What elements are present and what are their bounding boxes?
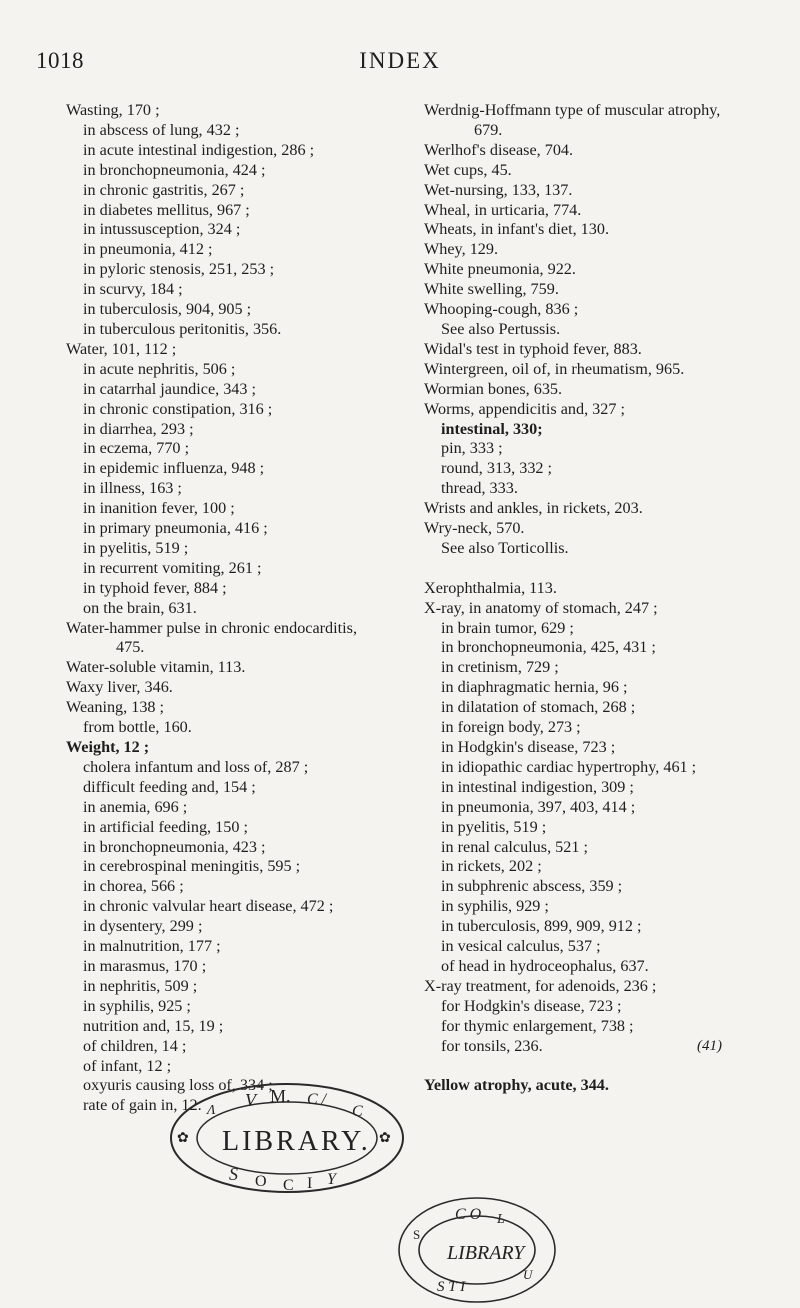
svg-text:I: I	[307, 1175, 313, 1192]
index-subentry-in-foreign-body-273: in foreign body, 273 ;	[441, 718, 581, 737]
page-number: 1018	[36, 48, 84, 73]
index-subentry-in-artificial-feeding-150: in artificial feeding, 150 ;	[83, 817, 248, 836]
svg-text:C O: C O	[455, 1206, 482, 1223]
index-subentry-of-children-14: of children, 14 ;	[83, 1036, 187, 1055]
index-subentry-from-bottle-160: from bottle, 160.	[83, 718, 192, 737]
index-heading-wrists-and-ankles-in-rickets-203: Wrists and ankles, in rickets, 203.	[424, 499, 643, 518]
svg-text:LIBRARY: LIBRARY	[447, 1242, 525, 1264]
index-subentry-in-cerebrospinal-meningitis-595: in cerebrospinal meningitis, 595 ;	[83, 857, 301, 876]
index-continuation-475: 475.	[116, 638, 145, 657]
index-subentry-in-eczema-770: in eczema, 770 ;	[83, 439, 190, 458]
index-subentry-of-head-in-hydroceophalus-637: of head in hydroceophalus, 637.	[441, 956, 649, 975]
index-subentry-on-the-brain-631: on the brain, 631.	[83, 598, 197, 617]
index-subentry-in-tuberculous-peritonitis-356: in tuberculous peritonitis, 356.	[83, 319, 282, 338]
index-heading-x-ray-in-anatomy-of-stomach-247: X-ray, in anatomy of stomach, 247 ;	[424, 598, 658, 617]
svg-text:C: C	[283, 1177, 294, 1194]
index-heading-whey-129: Whey, 129.	[424, 240, 499, 259]
index-heading-yellow-atrophy-acute-344: Yellow atrophy, acute, 344.	[424, 1076, 609, 1095]
svg-text:Λ: Λ	[207, 1103, 216, 1118]
index-subentry-in-abscess-of-lung-432: in abscess of lung, 432 ;	[83, 120, 240, 139]
index-heading-wintergreen-oil-of-in-rheumatism-965: Wintergreen, oil of, in rheumatism, 965.	[424, 359, 685, 378]
index-heading-water-hammer-pulse-in-chronic-endocardit: Water-hammer pulse in chronic endocarditis,	[66, 618, 357, 637]
index-subentry-in-primary-pneumonia-416: in primary pneumonia, 416 ;	[83, 519, 268, 538]
index-heading-werlhof-s-disease-704: Werlhof's disease, 704.	[424, 140, 574, 159]
svg-text:S T I: S T I	[437, 1279, 466, 1295]
index-column-left	[66, 101, 416, 1116]
index-heading-weaning-138: Weaning, 138 ;	[66, 698, 165, 717]
signature-mark: (41)	[697, 1038, 722, 1054]
index-subentry-in-pyelitis-519: in pyelitis, 519 ;	[441, 817, 547, 836]
index-heading-waxy-liver-346: Waxy liver, 346.	[66, 678, 173, 697]
svg-text:O: O	[255, 1173, 267, 1190]
index-subentry-in-illness-163: in illness, 163 ;	[83, 479, 182, 498]
index-subentry-in-typhoid-fever-884: in typhoid fever, 884 ;	[83, 578, 227, 597]
index-heading-werdnig-hoffmann-type-of-muscular-atroph: Werdnig-Hoffmann type of muscular atrophy,	[424, 101, 721, 119]
index-subentry-in-catarrhal-jaundice-343: in catarrhal jaundice, 343 ;	[83, 379, 257, 398]
index-subentry-in-cretinism-729: in cretinism, 729 ;	[441, 658, 559, 677]
index-subentry-in-dilatation-of-stomach-268: in dilatation of stomach, 268 ;	[441, 698, 636, 717]
index-subentry-in-syphilis-925: in syphilis, 925 ;	[83, 996, 191, 1015]
svg-text:L: L	[497, 1212, 505, 1227]
index-subentry-in-rickets-202: in rickets, 202 ;	[441, 857, 542, 876]
index-subentry-rate-of-gain-in-12: rate of gain in, 12.	[83, 1096, 202, 1115]
index-subentry-in-chorea-566: in chorea, 566 ;	[83, 877, 184, 896]
index-subentry-in-intestinal-indigestion-309: in intestinal indigestion, 309 ;	[441, 777, 634, 796]
index-subentry-in-pyloric-stenosis-251-253: in pyloric stenosis, 251, 253 ;	[83, 260, 275, 279]
running-head: INDEX	[359, 48, 441, 73]
index-heading-water-101-112: Water, 101, 112 ;	[66, 339, 177, 358]
index-subentry-in-chronic-constipation-316: in chronic constipation, 316 ;	[83, 399, 273, 418]
index-subentry-in-vesical-calculus-537: in vesical calculus, 537 ;	[441, 937, 601, 956]
index-subentry-in-intussusception-324: in intussusception, 324 ;	[83, 220, 241, 239]
index-heading-wasting-170: Wasting, 170 ;	[66, 101, 160, 119]
index-subentry-in-subphrenic-abscess-359: in subphrenic abscess, 359 ;	[441, 877, 623, 896]
index-subentry-in-diarrhea-293: in diarrhea, 293 ;	[83, 419, 194, 438]
index-subentry-see-also-torticollis: See also Torticollis.	[441, 538, 569, 557]
index-subentry-in-syphilis-929: in syphilis, 929 ;	[441, 897, 549, 916]
index-heading-wry-neck-570: Wry-neck, 570.	[424, 519, 525, 538]
index-heading-wet-nursing-133-137: Wet-nursing, 133, 137.	[424, 180, 573, 199]
index-heading-widal-s-test-in-typhoid-fever-883: Widal's test in typhoid fever, 883.	[424, 339, 642, 358]
index-heading-whooping-cough-836: Whooping-cough, 836 ;	[424, 300, 579, 319]
svg-text:S: S	[413, 1227, 421, 1242]
index-subentry-pin-333: pin, 333 ;	[441, 439, 503, 458]
index-subentry-in-acute-intestinal-indigestion-286: in acute intestinal indigestion, 286 ;	[83, 140, 315, 159]
index-column-right	[424, 101, 786, 1096]
index-subentry-in-bronchopneumonia-423: in bronchopneumonia, 423 ;	[83, 837, 266, 856]
index-subentry-for-tonsils-236: for tonsils, 236.	[441, 1036, 543, 1055]
svg-text:V: V	[245, 1090, 256, 1110]
index-subentry-round-313-332: round, 313, 332 ;	[441, 459, 553, 478]
index-subentry-in-bronchopneumonia-425-431: in bronchopneumonia, 425, 431 ;	[441, 638, 656, 657]
index-subentry-of-infant-12: of infant, 12 ;	[83, 1056, 172, 1075]
index-heading-x-ray-treatment-for-adenoids-236: X-ray treatment, for adenoids, 236 ;	[424, 976, 657, 995]
svg-text:✿: ✿	[379, 1131, 391, 1146]
index-subentry-in-pneumonia-412: in pneumonia, 412 ;	[83, 240, 213, 259]
svg-text:LIBRARY.: LIBRARY.	[222, 1126, 371, 1157]
svg-text:✿: ✿	[177, 1131, 189, 1146]
index-subentry-in-anemia-696: in anemia, 696 ;	[83, 797, 188, 816]
library-stamp-icon-2	[395, 1195, 560, 1305]
index-subentry-thread-333: thread, 333.	[441, 479, 518, 498]
svg-text:C /: C /	[307, 1091, 327, 1108]
index-subentry-in-diaphragmatic-hernia-96: in diaphragmatic hernia, 96 ;	[441, 678, 628, 697]
index-subentry-in-inanition-fever-100: in inanition fever, 100 ;	[83, 499, 235, 518]
index-subentry-in-tuberculosis-904-905: in tuberculosis, 904, 905 ;	[83, 300, 252, 319]
index-heading-white-swelling-759: White swelling, 759.	[424, 280, 559, 299]
svg-text:M.: M.	[270, 1086, 291, 1106]
index-subentry-in-renal-calculus-521: in renal calculus, 521 ;	[441, 837, 588, 856]
index-heading-wheats-in-infant-s-diet-130: Wheats, in infant's diet, 130.	[424, 220, 609, 239]
index-subentry-in-bronchopneumonia-424: in bronchopneumonia, 424 ;	[83, 160, 266, 179]
index-heading-wheal-in-urticaria-774: Wheal, in urticaria, 774.	[424, 200, 582, 219]
index-subentry-in-acute-nephritis-506: in acute nephritis, 506 ;	[83, 359, 236, 378]
index-subentry-difficult-feeding-and-154: difficult feeding and, 154 ;	[83, 777, 256, 796]
index-subentry-in-pneumonia-397-403-414: in pneumonia, 397, 403, 414 ;	[441, 797, 636, 816]
index-heading-wormian-bones-635: Wormian bones, 635.	[424, 379, 563, 398]
index-subentry-in-brain-tumor-629: in brain tumor, 629 ;	[441, 618, 574, 637]
svg-text:C: C	[352, 1103, 363, 1120]
index-heading-worms-appendicitis-and-327: Worms, appendicitis and, 327 ;	[424, 399, 626, 418]
index-continuation-679: 679.	[474, 120, 503, 139]
index-heading-white-pneumonia-922: White pneumonia, 922.	[424, 260, 576, 279]
index-heading-xerophthalmia-113: Xerophthalmia, 113.	[424, 578, 557, 597]
index-subentry-intestinal-330: intestinal, 330;	[441, 419, 543, 438]
index-subentry-for-hodgkin-s-disease-723: for Hodgkin's disease, 723 ;	[441, 996, 622, 1015]
index-heading-water-soluble-vitamin-113: Water-soluble vitamin, 113.	[66, 658, 246, 677]
index-subentry-in-recurrent-vomiting-261: in recurrent vomiting, 261 ;	[83, 558, 262, 577]
index-subentry-cholera-infantum-and-loss-of-287: cholera infantum and loss of, 287 ;	[83, 757, 309, 776]
index-subentry-in-nephritis-509: in nephritis, 509 ;	[83, 976, 198, 995]
index-subentry-in-pyelitis-519: in pyelitis, 519 ;	[83, 538, 189, 557]
index-subentry-in-tuberculosis-899-909-912: in tuberculosis, 899, 909, 912 ;	[441, 917, 642, 936]
index-subentry-in-idiopathic-cardiac-hypertrophy-461: in idiopathic cardiac hypertrophy, 461 ;	[441, 757, 697, 776]
index-subentry-in-hodgkin-s-disease-723: in Hodgkin's disease, 723 ;	[441, 737, 616, 756]
svg-text:U: U	[523, 1267, 533, 1282]
index-subentry-oxyuris-causing-loss-of-334: oxyuris causing loss of, 334 ;	[83, 1076, 273, 1095]
index-subentry-see-also-pertussis: See also Pertussis.	[441, 319, 561, 338]
index-subentry-for-thymic-enlargement-738: for thymic enlargement, 738 ;	[441, 1016, 634, 1035]
index-subentry-in-diabetes-mellitus-967: in diabetes mellitus, 967 ;	[83, 200, 250, 219]
index-subentry-in-scurvy-184: in scurvy, 184 ;	[83, 280, 183, 299]
index-subentry-in-marasmus-170: in marasmus, 170 ;	[83, 956, 207, 975]
index-subentry-in-chronic-gastritis-267: in chronic gastritis, 267 ;	[83, 180, 245, 199]
index-heading-weight-12: Weight, 12 ;	[66, 738, 150, 756]
svg-text:Y: Y	[327, 1171, 336, 1188]
library-stamp-icon	[167, 1080, 407, 1195]
index-subentry-nutrition-and-15-19: nutrition and, 15, 19 ;	[83, 1016, 224, 1035]
entry-gap	[424, 559, 786, 579]
index-subentry-in-malnutrition-177: in malnutrition, 177 ;	[83, 937, 221, 956]
index-subentry-in-chronic-valvular-heart-disease-472: in chronic valvular heart disease, 472 ;	[83, 897, 334, 916]
index-subentry-in-dysentery-299: in dysentery, 299 ;	[83, 917, 203, 936]
index-subentry-in-epidemic-influenza-948: in epidemic influenza, 948 ;	[83, 459, 265, 478]
entry-gap	[424, 1056, 786, 1076]
svg-text:S: S	[229, 1164, 238, 1184]
index-heading-wet-cups-45: Wet cups, 45.	[424, 160, 512, 179]
